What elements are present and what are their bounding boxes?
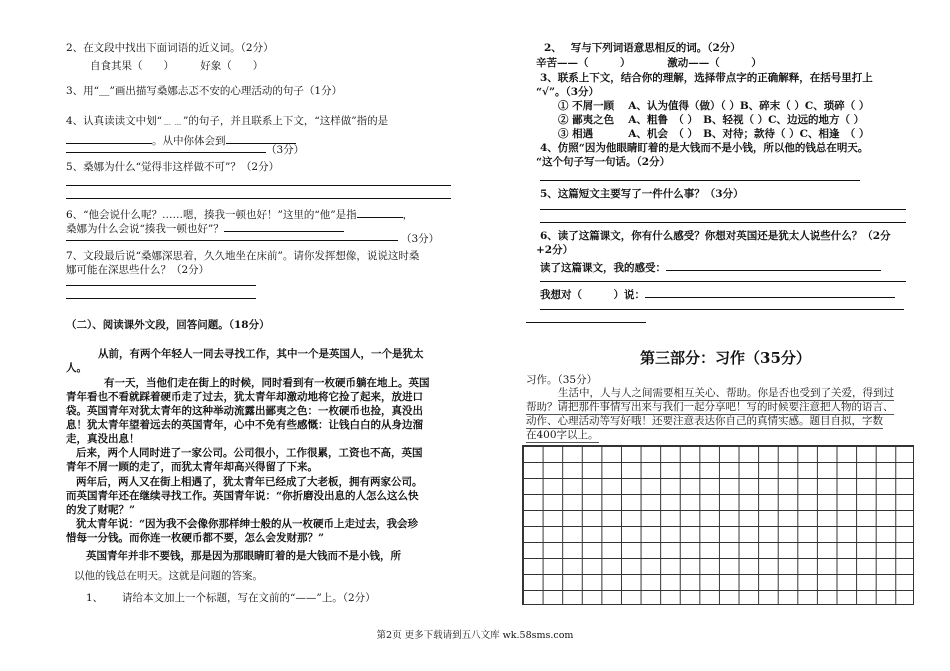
left-q6-line1-row: 6、“他会说什么呢？……嗯，揍我一顿也好！”这里的“他”是指 ， bbox=[66, 206, 413, 222]
passage-line: 息！犹太青年望着远去的英国青年，心中不免有些感慨：让钱白白的从身边溜 bbox=[66, 419, 423, 431]
right-q4-line1: 4、仿照“因为他眼睛盯着的是大钱而不是小钱，所以他的钱总在明天。 bbox=[540, 142, 869, 154]
right-q3-opt1: ① 不屑一顾 A、认为值得（做）（ ）B、碎末（ ）C、琐碎（ ） bbox=[558, 100, 870, 112]
passage-line: 青年看也不看就踩着硬币走了过去，犹太青年却激动地将它捡了起来，放进口 bbox=[66, 391, 423, 403]
passage-line: 青年不屑一顾的走了，而犹太青年却高兴得留了下来。 bbox=[66, 461, 318, 473]
right-q6-say: 我想对（ ）说： bbox=[540, 289, 645, 301]
right-q6-say-row bbox=[540, 286, 895, 302]
passage-line: 以他的钱总在明天。这就是问题的答案。 bbox=[74, 570, 263, 582]
composition-prompt-line: 生活中，人与人之间需要相互关心、帮助。你是否也受到了关爱，得到过 bbox=[558, 387, 894, 399]
left-q4-line2: 。从中你体会到 bbox=[152, 135, 226, 147]
left-q3: 3、用“＿”画出描写桑娜忐忑不安的心理活动的句子（1分） bbox=[66, 85, 343, 97]
answer-line[interactable] bbox=[526, 322, 646, 323]
right-q3-opt2: ② 鄙夷之色 A、粗鲁 （ ） B、轻视（ ）C、边远的地方（ ） bbox=[558, 114, 865, 126]
answer-line[interactable] bbox=[66, 185, 451, 186]
answer-line[interactable] bbox=[540, 309, 904, 310]
page-footer: 第2页 更多下载请到五八文库 wk.58sms.com bbox=[376, 630, 574, 641]
passage-line: 人。 bbox=[66, 362, 87, 374]
right-q5: 5、这篇短文主要写了一件什么事？（3分） bbox=[540, 188, 744, 200]
right-q6-feel: 读了这篇课文，我的感受： bbox=[540, 262, 666, 274]
answer-line[interactable] bbox=[540, 222, 906, 223]
composition-label: 习作。（35分） bbox=[526, 374, 598, 386]
right-q6-line2: +2分） bbox=[536, 244, 574, 256]
right-q2-title: 2、 写与下列词语意思相反的词。（2分） bbox=[544, 42, 741, 54]
answer-line[interactable] bbox=[540, 209, 906, 210]
passage-line: 走，真没出息！ bbox=[66, 433, 140, 445]
left-q1-num: 1、 bbox=[86, 592, 104, 604]
right-q6-line1: 6、读了这篇课文，你有什么感受？你想对英国还是犹太人说些什么？（2分 bbox=[540, 230, 891, 242]
section2-title: （二）、阅读课外文段，回答问题。（18分） bbox=[66, 319, 270, 331]
passage-line: 两年后，两人又在街上相遇了，犹太青年已经成了大老板，拥有两家公司。 bbox=[76, 476, 423, 488]
right-q3-line1: 3、联系上下文，结合你的理解，选择带点字的正确解释，在括号里打上 bbox=[540, 72, 873, 84]
passage-line: 袋。英国青年对犹太青年的这种举动流露出鄙夷之色：一枚硬币也捡，真没出 bbox=[66, 405, 423, 417]
left-q6-line2-row bbox=[66, 220, 344, 236]
right-q2-items: 辛苦——（ ） 激动——（ ） bbox=[536, 57, 762, 69]
left-q7-line1: 7、文段最后说“桑娜深思着，久久地坐在床前”。请你发挥想像，说说这时桑 bbox=[66, 250, 420, 262]
passage-line: 惜每一分钱。而你连一枚硬币都不要，怎么会发财那？” bbox=[66, 532, 325, 544]
passage-line: 而英国青年还在继续寻找工作。英国青年说：“你折磨没出息的人怎么这么快 bbox=[66, 490, 419, 502]
left-q2-items: 自食其果（ ） 好象（ ） bbox=[90, 60, 264, 72]
answer-line[interactable] bbox=[66, 198, 451, 199]
answer-line[interactable] bbox=[66, 285, 256, 286]
left-column bbox=[56, 0, 451, 640]
right-q3-line2: “√”。（3分） bbox=[536, 86, 600, 98]
answer-blank[interactable] bbox=[357, 206, 403, 218]
composition-prompt-line: 帮助？请把那件事情写出来与我们一起分享吧！写的时候要注意把人物的语言、 bbox=[526, 401, 894, 413]
answer-line[interactable] bbox=[540, 281, 906, 282]
left-q4-score: （3分） bbox=[266, 144, 305, 156]
passage-line: 有一天，当他们走在街上的时候，同时看到有一枚硬币躺在地上。英国 bbox=[104, 377, 430, 389]
left-q4-line3-row bbox=[66, 141, 304, 157]
answer-line[interactable] bbox=[66, 298, 256, 299]
left-q6-line2: 桑娜为什么会说“揍我一顿也好”？ bbox=[66, 223, 224, 235]
left-q6-score: （3分） bbox=[401, 233, 440, 245]
left-q5: 5、桑娜为什么“觉得非这样做不可”？（2分） bbox=[66, 161, 280, 173]
left-q6-line1: 6、“他会说什么呢？……嗯，揍我一顿也好！”这里的“他”是指 bbox=[66, 209, 357, 221]
answer-line[interactable] bbox=[66, 240, 398, 241]
composition-prompt-line: 在400字以上。 bbox=[526, 429, 599, 441]
answer-blank[interactable] bbox=[66, 141, 266, 153]
left-q1-text: 请给本文加上一个标题，写在文前的“——”上。（2分） bbox=[122, 592, 376, 604]
passage-line: 的发了财呢？” bbox=[66, 504, 136, 516]
passage-line: 英国青年并非不要钱，那是因为那眼睛盯着的是大钱而不是小钱，所 bbox=[86, 550, 401, 562]
left-q2-title: 2、在文段中找出下面词语的近义词。（2分） bbox=[66, 42, 274, 54]
passage-line: 犹太青年说：“因为我不会像你那样绅士般的从一枚硬币上走过去，我会珍 bbox=[76, 518, 419, 530]
left-q4-line1: 4、认真读读文中划“﹍﹍”的句子，并且联系上下文，“这样做”指的是 bbox=[66, 115, 389, 127]
right-q6-feel-row bbox=[540, 259, 881, 275]
composition-prompt-line: 动作、心理活动等写好哦！还要注意表达你自己的真情实感。题目自拟，字数 bbox=[526, 415, 883, 427]
answer-blank[interactable] bbox=[666, 259, 881, 271]
passage-line: 后来，两个人同时进了一家公司。公司很小，工作很累，工资也不高，英国 bbox=[76, 447, 423, 459]
answer-line[interactable] bbox=[540, 180, 860, 181]
right-q3-opt3: ③ 相遇 A、机会 （ ） B、对待；款待（ ）C、相逢 （ ） bbox=[558, 128, 870, 140]
passage-line: 从前，有两个年轻人一同去寻找工作，其中一个是英国人，一个是犹太 bbox=[98, 348, 424, 360]
left-q7-line2: 娜可能在深思些什么？（2分） bbox=[66, 264, 210, 276]
composition-writing-grid[interactable] bbox=[522, 445, 914, 605]
answer-blank[interactable] bbox=[645, 286, 895, 298]
answer-blank[interactable] bbox=[224, 220, 344, 232]
right-q4-line2: “这个句子写一句话。（2分） bbox=[536, 156, 671, 168]
part3-title: 第三部分：习作（35分） bbox=[640, 349, 811, 367]
